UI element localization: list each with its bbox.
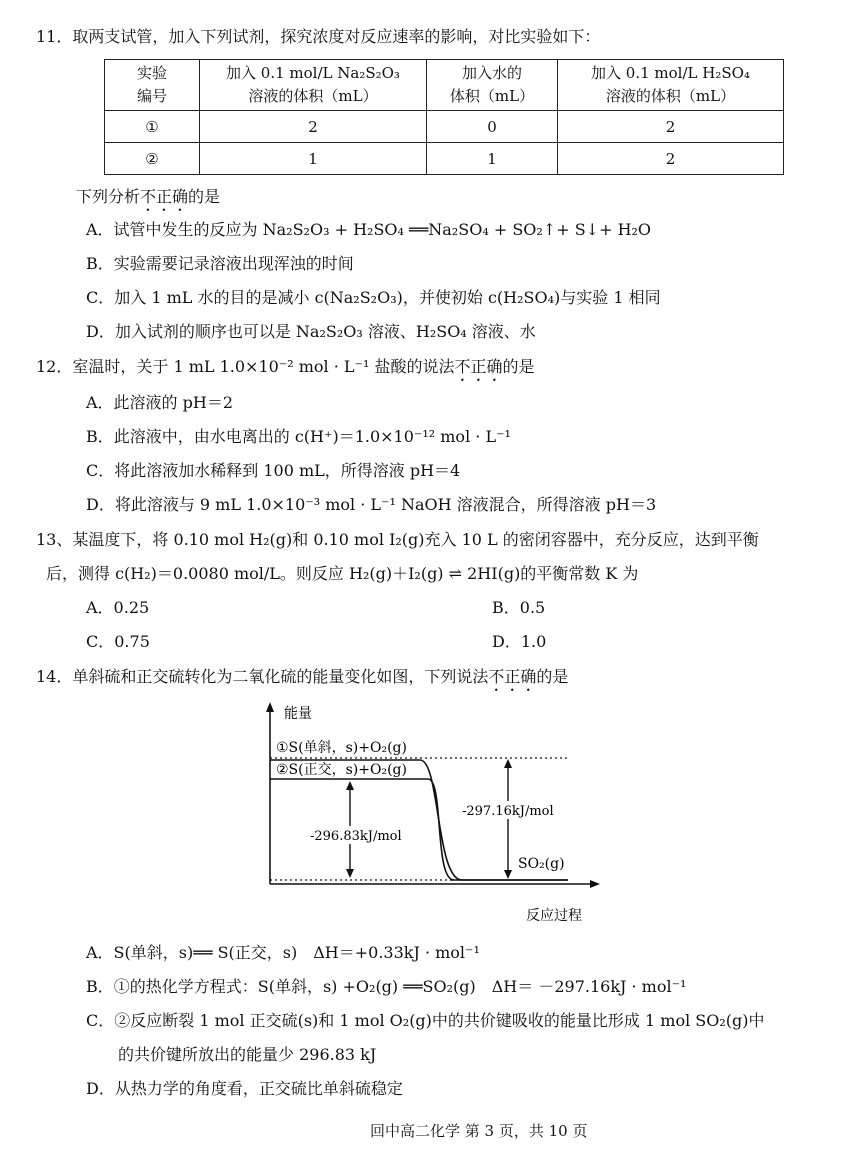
question-14-stem — [36, 667, 568, 695]
table-cell: ① — [105, 111, 200, 143]
table-cell: 1 — [427, 143, 558, 175]
question-13-line-2: 后，测得 c(H₂)＝0.0080 mol/L。则反应 H₂(g)＋I₂(g) ⇌ 2HI(g)的平衡常数 K 为 — [46, 564, 639, 583]
header-text: 实验 — [136, 64, 167, 82]
stem-text: 12．室温时，关于 1 mL 1.0×10⁻² mol · L⁻¹ 盐酸的说法 — [36, 357, 455, 376]
question-13-line-1: 13、某温度下，将 0.10 mol H₂(g)和 0.10 mol I₂(g)充入 10 L 的密闭容器中，充分反应，达到平衡 — [36, 530, 759, 549]
table-cell: 2 — [558, 143, 784, 175]
q11-option-b: B．实验需要记录溶液出现浑浊的时间 — [86, 254, 354, 273]
delta-right-arrowhead-bottom — [504, 870, 512, 879]
q13-option-c: C．0.75 — [86, 632, 150, 651]
level-2-label: ②S(正交，s)+O₂(g) — [276, 762, 407, 778]
emphasis-text: 不正确 — [454, 357, 503, 376]
table-header-row — [105, 60, 784, 111]
prompt-text: 下列分析 — [76, 187, 141, 206]
table-row — [105, 143, 784, 175]
delta-right-arrowhead-top — [504, 759, 512, 768]
page-footer: 回中高二化学 第 3 页，共 10 页 — [370, 1122, 588, 1140]
q14-option-c-line-2: 的共价键所放出的能量少 296.83 kJ — [118, 1045, 377, 1064]
table-cell: 1 — [200, 143, 427, 175]
energy-diagram — [250, 698, 610, 930]
delta-left-arrowhead-bottom — [346, 869, 354, 878]
delta-left-arrowhead-top — [346, 781, 354, 790]
q14-option-b: B．①的热化学方程式：S(单斜，s) +O₂(g) ══SO₂(g) ΔH＝ －297.16kJ · mol⁻¹ — [86, 977, 687, 996]
q13-option-a: A．0.25 — [86, 598, 150, 617]
question-11-stem: 11．取两支试管，加入下列试剂，探究浓度对反应速率的影响，对比实验如下： — [36, 27, 601, 46]
delta-right-label: -297.16kJ/mol — [462, 804, 554, 819]
q11-option-c: C．加入 1 mL 水的目的是减小 c(Na₂S₂O₃)，并使初始 c(H₂SO₄)与实验 1 相同 — [86, 288, 661, 307]
x-axis-label: 反应过程 — [526, 908, 582, 924]
header-text: 体积（mL） — [449, 87, 535, 105]
table-header-cell — [200, 60, 427, 111]
level-1-label: ①S(单斜，s)+O₂(g) — [276, 740, 407, 756]
header-text: 加入 0.1 mol/L H₂SO₄ — [591, 64, 750, 82]
q12-option-d: D．将此溶液与 9 mL 1.0×10⁻³ mol · L⁻¹ NaOH 溶液混合，所得溶液 pH＝3 — [86, 495, 657, 514]
experiment-table — [104, 59, 784, 175]
table-cell: ② — [105, 143, 200, 175]
stem-text: 的是 — [536, 667, 569, 686]
x-axis-arrow — [590, 880, 600, 888]
y-axis-label: 能量 — [284, 706, 312, 722]
q13-option-b: B．0.5 — [492, 598, 546, 617]
product-label: SO₂(g) — [518, 856, 565, 872]
q14-option-c-line-1: C．②反应断裂 1 mol 正交硫(s)和 1 mol O₂(g)中的共价键吸收的能量比形成 1 mol SO₂(g)中 — [86, 1011, 765, 1030]
q11-option-d: D．加入试剂的顺序也可以是 Na₂S₂O₃ 溶液、H₂SO₄ 溶液、水 — [86, 322, 536, 341]
q11-option-a: A．试管中发生的反应为 Na₂S₂O₃ + H₂SO₄ ══Na₂SO₄ + SO₂↑+ S↓+ H₂O — [86, 220, 652, 239]
delta-left-label: -296.83kJ/mol — [310, 829, 402, 844]
table-row — [105, 111, 784, 143]
header-text: 编号 — [136, 87, 167, 105]
q14-option-a: A．S(单斜，s)══ S(正交，s) ΔH＝+0.33kJ · mol⁻¹ — [86, 943, 480, 962]
emphasis-text: 不正确 — [488, 667, 537, 686]
emphasis-text: 不正确 — [140, 187, 189, 206]
table-cell: 2 — [558, 111, 784, 143]
table-header-cell — [105, 60, 200, 111]
table-cell: 2 — [200, 111, 427, 143]
header-text: 加入 0.1 mol/L Na₂S₂O₃ — [226, 64, 400, 82]
question-11-prompt — [76, 187, 220, 215]
header-text: 加入水的 — [461, 64, 522, 82]
question-12-stem — [36, 357, 535, 385]
prompt-text: 的是 — [188, 187, 221, 206]
q12-option-a: A．此溶液的 pH＝2 — [86, 393, 234, 412]
stem-text: 的是 — [502, 357, 535, 376]
header-text: 溶液的体积（mL） — [605, 87, 736, 105]
table-header-cell — [427, 60, 558, 111]
q12-option-c: C．将此溶液加水稀释到 100 mL，所得溶液 pH＝4 — [86, 461, 461, 480]
q12-option-b: B．此溶液中，由水电离出的 c(H⁺)＝1.0×10⁻¹² mol · L⁻¹ — [86, 427, 511, 446]
q13-option-d: D．1.0 — [492, 632, 547, 651]
table-cell: 0 — [427, 111, 558, 143]
table-header-cell — [558, 60, 784, 111]
y-axis-arrow — [266, 702, 274, 712]
stem-text: 14．单斜硫和正交硫转化为二氧化硫的能量变化如图，下列说法 — [36, 667, 489, 686]
header-text: 溶液的体积（mL） — [248, 87, 378, 105]
q14-option-d: D．从热力学的角度看，正交硫比单斜硫稳定 — [86, 1079, 403, 1098]
